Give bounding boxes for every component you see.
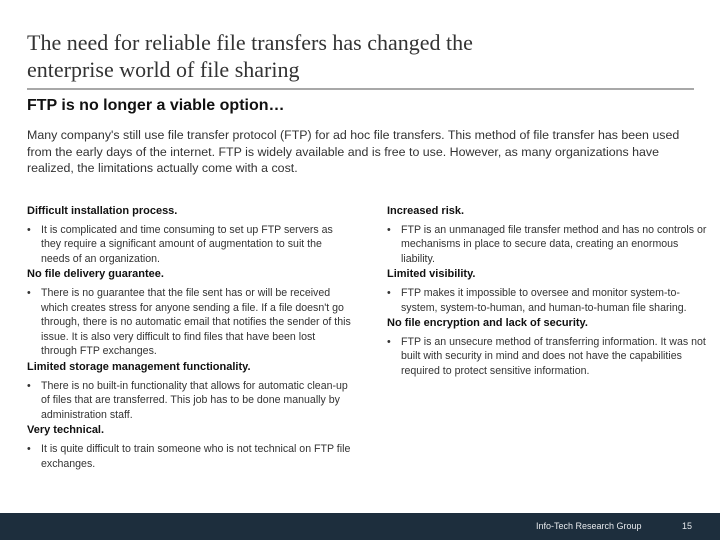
limitation-heading: Very technical.	[27, 424, 105, 437]
bullet-item	[27, 286, 352, 359]
title-divider	[27, 88, 694, 90]
limitation-heading: Difficult installation process.	[27, 205, 178, 217]
right-column	[387, 204, 715, 380]
limitation-heading: No file encryption and lack of security.	[387, 317, 588, 330]
bullet-icon: •	[27, 379, 31, 392]
bullet-list	[387, 223, 715, 267]
bullet-list	[27, 442, 352, 471]
bullet-icon: •	[27, 286, 31, 299]
bullet-icon: •	[387, 335, 391, 348]
bullet-icon: •	[27, 223, 31, 236]
bullet-list	[387, 335, 715, 379]
intro-paragraph: Many company's still use file transfer protocol (FTP) for ad hoc file transfers. This method of file transfer has been used from the early days of the internet. FTP is widely available and is free to use. However, as many organizations have realized, the limitations actually come with a cost.	[27, 128, 680, 175]
bullet-text: There is no guarantee that the file sent has or will be received which creates stress for anyone sending a file. If a file doesn't go through, there is no automatic email that notifies the sender of this issue. It is also very difficult to find files that have been lost through FTP exchanges.	[41, 286, 351, 358]
limitation-block	[387, 267, 715, 315]
bullet-text: It is complicated and time consuming to set up FTP servers as they require a significant amount of augmentation to suit the needs of an organization.	[41, 223, 333, 265]
slide-title: The need for reliable file transfers has changed the enterprise world of file sharing	[27, 30, 473, 82]
bullet-list	[27, 286, 352, 359]
limitation-block	[27, 267, 352, 359]
limitation-block	[27, 423, 352, 471]
limitation-heading: Increased risk.	[387, 205, 465, 217]
limitation-block	[387, 316, 715, 378]
footer-bar	[0, 513, 720, 540]
bullet-icon: •	[387, 286, 391, 299]
bullet-text: FTP is an unsecure method of transferring information. It was not built with security in mind and does not have the capabilities required to protect sensitive information.	[401, 335, 706, 377]
bullet-text: There is no built-in functionality that allows for automatic clean-up of files that are transferred. This job has to be done manually by administration staff.	[41, 379, 348, 421]
bullet-icon: •	[387, 223, 391, 236]
limitation-heading: No file delivery guarantee.	[27, 268, 164, 281]
bullet-item	[27, 379, 352, 423]
bullet-item	[387, 335, 715, 379]
bullet-item	[387, 286, 715, 315]
limitation-block	[27, 360, 352, 422]
bullet-list	[27, 223, 352, 267]
bullet-item	[27, 223, 352, 267]
section-subtitle: FTP is no longer a viable option…	[27, 97, 285, 114]
limitation-heading: Limited visibility.	[387, 268, 476, 281]
bullet-text: FTP is an unmanaged file transfer method and has no controls or mechanisms in place to secure data, creating an enormous liability.	[401, 223, 707, 265]
limitation-block	[387, 204, 715, 266]
bullet-text: FTP makes it impossible to oversee and monitor system-to-system, system-to-human, and human-to-human file sharing.	[401, 286, 687, 314]
bullet-text: It is quite difficult to train someone who is not technical on FTP file exchanges.	[41, 442, 351, 470]
limitation-heading: Limited storage management functionality.	[27, 360, 251, 373]
bullet-list	[27, 379, 352, 423]
bullet-icon: •	[27, 442, 31, 455]
limitation-block	[27, 204, 352, 266]
bullet-item	[387, 223, 715, 267]
left-column	[27, 204, 352, 472]
bullet-item	[27, 442, 352, 471]
bullet-list	[387, 286, 715, 315]
page-number: 15	[682, 521, 693, 531]
footer-company: Info-Tech Research Group	[536, 521, 642, 531]
